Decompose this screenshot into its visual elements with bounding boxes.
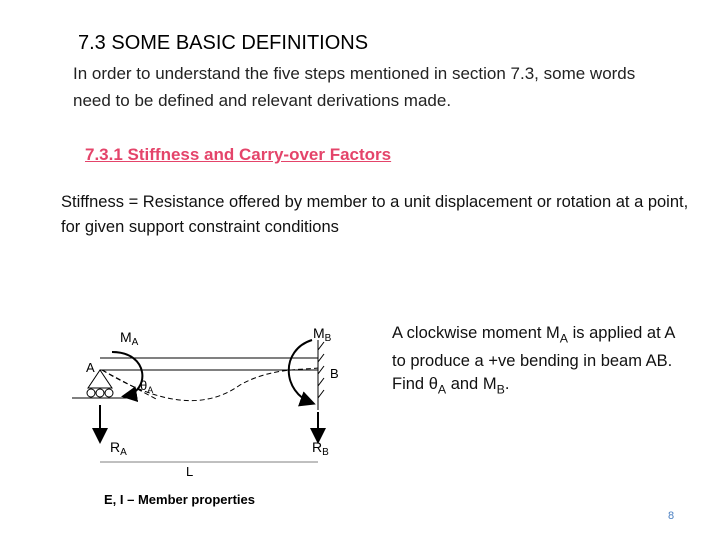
intro-text: In order to understand the five steps mentioned in section 7.3, some words need to be defined and relevant derivations made.: [73, 64, 636, 110]
problem-sub-theta: A: [437, 382, 447, 397]
page-number: 8: [668, 510, 675, 522]
length-label: L: [186, 464, 194, 479]
member-properties: E, I – Member properties: [104, 492, 255, 507]
roller-1: [87, 389, 95, 397]
beam-diagram: [0, 300, 400, 520]
problem-sub-ma: A: [559, 331, 569, 346]
section-subtitle: 7.3.1 Stiffness and Carry-over Factors: [85, 145, 392, 164]
problem-sub-mb: B: [496, 382, 505, 397]
problem-text-3: and M: [446, 375, 497, 394]
problem-text-2: is applied at A to produce a +ve bending in beam AB. Find: [392, 324, 675, 394]
moment-b-label: $M_B$: [313, 325, 332, 344]
rotation-label: $\theta_A$: [140, 378, 154, 395]
problem-text-4: .: [504, 375, 510, 394]
moment-b-arrow: [289, 340, 312, 403]
stiffness-definition: Stiffness = Resistance offered by member to a unit displacement or rotation at a point, for given support constraint conditions: [61, 193, 689, 236]
reaction-b-label: $R_B$: [312, 439, 329, 458]
moment-a-label: $M_A$: [120, 329, 139, 348]
problem-statement: [392, 322, 692, 402]
slide-title: 7.3 SOME BASIC DEFINITIONS: [78, 32, 369, 54]
roller-2: [96, 389, 104, 397]
support-a-label: A: [86, 360, 95, 375]
reaction-a-label: $R_A$: [110, 439, 127, 458]
wall-hatch: [318, 342, 324, 398]
support-b-label: B: [330, 366, 339, 381]
roller-3: [105, 389, 113, 397]
problem-text-1: A clockwise moment M: [392, 324, 560, 342]
moment-a-arrow: [112, 352, 142, 396]
deflected-shape: [102, 368, 318, 401]
problem-theta: θ: [428, 375, 438, 394]
